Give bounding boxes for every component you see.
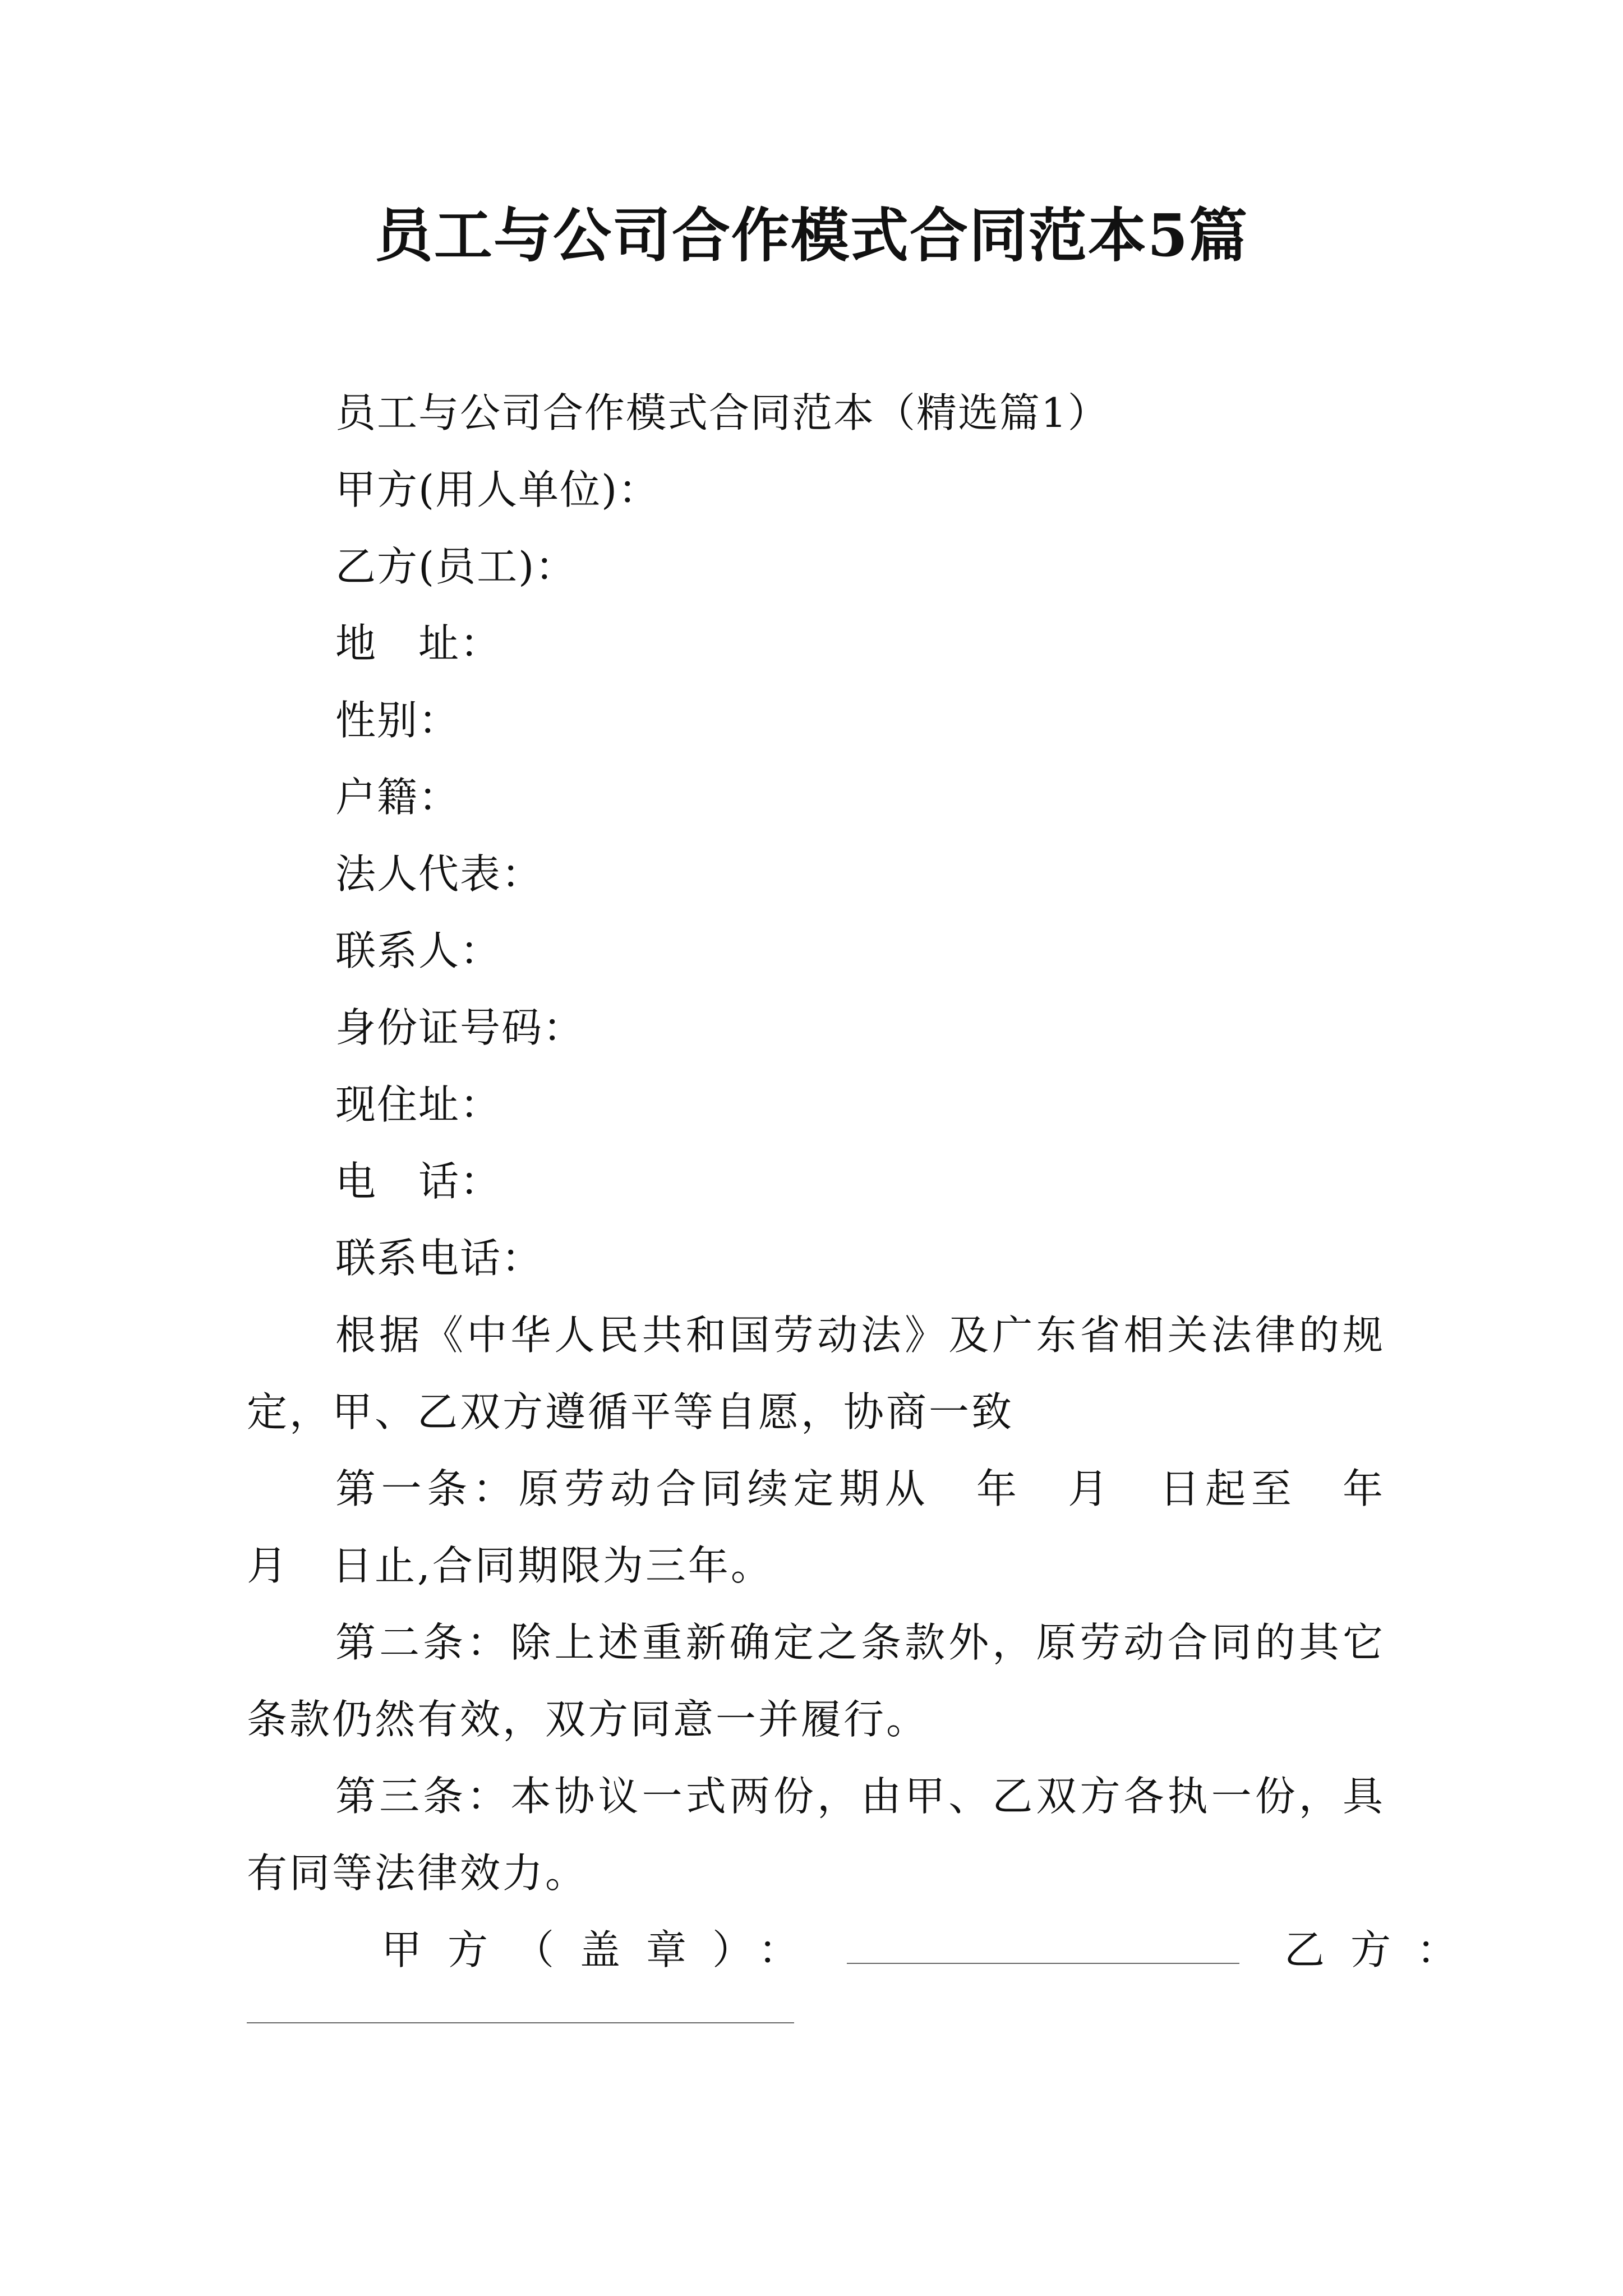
field-party-a: 甲方(用人单位)： bbox=[335, 466, 660, 513]
paragraph-article-2: 第二条：除上述重新确定之条款外，原劳动合同的其它条款仍然有效，双方同意一并履行。 bbox=[247, 1619, 1385, 1743]
field-household-registration: 户籍： bbox=[335, 774, 460, 821]
field-telephone: 电 话： bbox=[335, 1158, 502, 1205]
party-a-seal-label: 甲方（盖章）： bbox=[381, 1926, 825, 1973]
field-party-b: 乙方(员工)： bbox=[335, 543, 577, 590]
document-title: 员工与公司合作模式合同范本5篇 bbox=[374, 201, 1249, 270]
field-address: 地 址： bbox=[335, 620, 502, 667]
section-heading: 员工与公司合作模式合同范本（精选篇1） bbox=[335, 389, 1109, 436]
field-legal-representative: 法人代表： bbox=[335, 850, 543, 898]
document-body bbox=[247, 375, 1483, 2023]
party-b-label: 乙方： bbox=[1284, 1926, 1483, 1973]
field-gender: 性别： bbox=[335, 697, 460, 744]
paragraph-article-3: 第三条：本协议一式两份，由甲、乙双方各执一份，具有同等法律效力。 bbox=[247, 1773, 1385, 1897]
field-contact-person: 联系人： bbox=[335, 927, 502, 974]
field-contact-phone: 联系电话： bbox=[335, 1235, 543, 1282]
party-a-signature-line bbox=[847, 1924, 1239, 1964]
paragraph-preamble: 根据《中华人民共和国劳动法》及广东省相关法律的规定，甲、乙双方遵循平等自愿，协商一致 bbox=[247, 1312, 1385, 1435]
field-id-number: 身份证号码： bbox=[335, 1004, 585, 1051]
signature-row bbox=[247, 1912, 1483, 1989]
field-current-address: 现住址： bbox=[335, 1081, 502, 1128]
paragraph-article-1: 第一条：原劳动合同续定期从 年 月 日起至 年 月 日止,合同期限为三年。 bbox=[247, 1465, 1428, 1589]
party-b-signature-line bbox=[247, 1989, 794, 2023]
